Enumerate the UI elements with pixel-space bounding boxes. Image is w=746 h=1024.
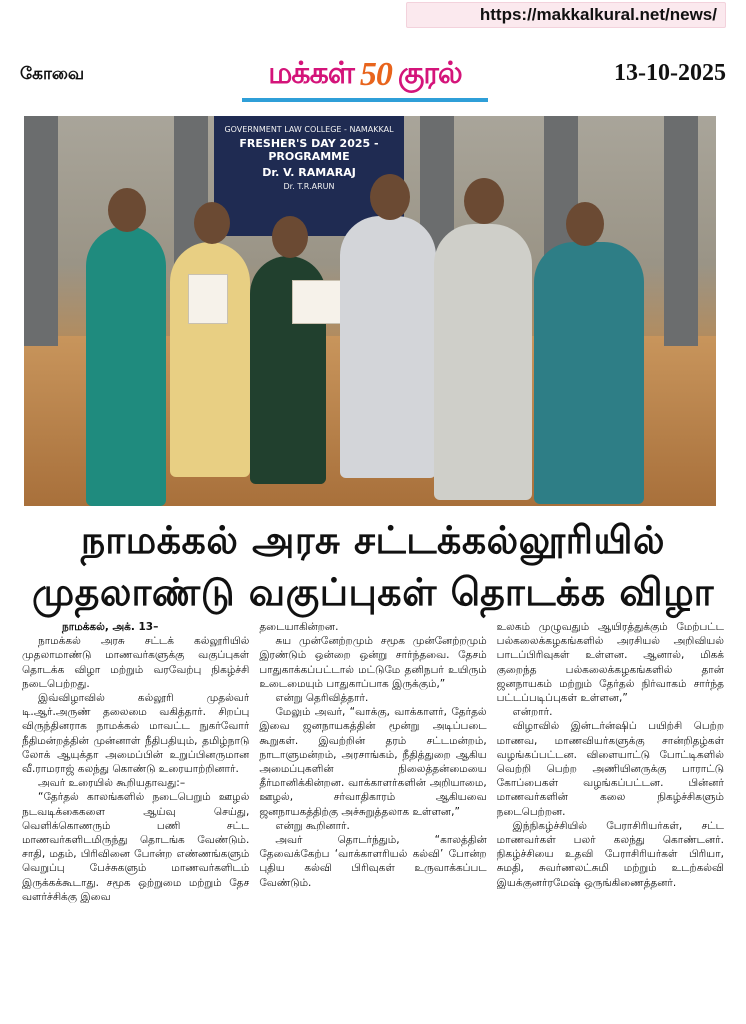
person-head xyxy=(370,174,410,220)
paragraph: “தேர்தல் காலங்களில் நடைபெறும் ஊழல் நடவடிக்கைகளை ஆய்வு செய்து, வெளிக்கொணரும் பணி சட்ட மாணவர்களிடமிருந்து தொடங்க வேண்டும். சாதி, மதம், பிரிவினை போன்ற எண்ணங்களும் வெறுப்பு பேச்சுகளும் மாணவர்களிடம் இருக்கக்கூடாது. சமூக ஒற்றுமை மற்றும் தேச வளர்ச்சிக்கு இவை xyxy=(22,791,250,903)
paragraph: இவ்விழாவில் கல்லூரி முதல்வர் டி.ஆர்.அருண் தலைமை வகித்தார். சிறப்பு விருந்தினராக நாமக்கல் மாவட்ட நுகர்வோர் நீதிமன்றத்தின் முன்னாள் நீதிபதியும், தமிழ்நாடு லோக் ஆயுக்தா அமைப்பின் உறுப்பினருமான வீ.ராமராஜ் கலந்து கொண்டு உரையாற்றினார். xyxy=(22,692,250,776)
certificate xyxy=(188,274,228,324)
article-body xyxy=(22,620,724,1015)
person-silhouette xyxy=(434,224,532,500)
headline-line: முதலாண்டு வகுப்புகள் தொடக்க விழா xyxy=(31,570,715,614)
source-url[interactable]: https://makkalkural.net/news/ xyxy=(406,2,726,28)
logo-fifty: 50 xyxy=(359,56,392,93)
article-column-1 xyxy=(22,620,249,1015)
screen-line: GOVERNMENT LAW COLLEGE - NAMAKKAL xyxy=(224,125,394,134)
paragraph: அவர் தொடர்ந்தும், “காலத்தின் தேவைக்கேற்ப ‘வாக்காளரியல் கல்வி’ போன்ற புதிய கல்வி பிரிவுகள் உருவாக்கப்பட வேண்டும். xyxy=(259,834,487,889)
paragraph: தடையாகின்றன. xyxy=(259,621,339,633)
dateline: நாமக்கல், அக். 13– xyxy=(62,621,159,633)
paragraph: மேலும் அவர், “வாக்கு, வாக்காளர், தேர்தல் இவை ஜனநாயகத்தின் மூன்று அடிப்படை கூறுகள். இவற்றின் தரம் சட்டமன்றம், நாடாளுமன்றம், அரசாங்கம், நீதித்துறை ஆகிய அமைப்புகளின் நிலைத்தன்மையை தீர்மானிக்கின்றன. வாக்காளர்களின் அறியாமை, ஊழல், சர்வாதிகாரம் ஆகியவை ஜனநாயகத்திற்கு அச்சுறுத்தலாக உள்ளன,” xyxy=(259,706,487,818)
person-head xyxy=(108,188,146,232)
paragraph: இந்நிகழ்ச்சியில் பேராசிரியர்கள், சட்ட மாணவர்கள் பலர் கலந்து கொண்டனர். நிகழ்ச்சியை உதவி பேராசிரியர்கள் பிரியா, சுமதி, சுவர்ணலட்சுமி மற்றும் உடற்கல்வி இயக்குனர்ரமேஷ் ஒருங்கிணைத்தனர். xyxy=(496,819,724,889)
edition-city: கோவை xyxy=(20,64,85,84)
logo-text-right: குரல் xyxy=(397,55,462,91)
person-silhouette xyxy=(86,226,166,506)
paragraph: நாமக்கல் அரசு சட்டக் கல்லூரியில் முதலாமாண்டு மாணவர்களுக்கு வகுப்புகள் தொடக்க விழா மற்றும் வரவேற்பு நிகழ்ச்சி நடைபெற்றது. xyxy=(22,635,250,690)
masthead-row xyxy=(20,46,726,106)
article-headline xyxy=(20,514,726,618)
person-silhouette xyxy=(534,242,644,504)
headline-line: நாமக்கல் அரசு சட்டக்கல்லூரியில் xyxy=(80,518,666,562)
logo-text-left: மக்கள் xyxy=(268,55,354,91)
article-column-3 xyxy=(497,620,724,1015)
paragraph: விழாவில் இன்டர்ன்ஷிப் பயிற்சி பெற்ற மாணவ, மாணவியர்களுக்கு சான்றிதழ்கள் வழங்கப்பட்டன. விளையாட்டு போட்டிகளில் வெற்றி பெற்ற அணியினருக்கு பாராட்டு கோப்பைகள் வழங்கப்பட்டன. பின்னர் மாணவர்களின் கலை நிகழ்ச்சிகளும் நடைபெற்றன. xyxy=(496,720,724,818)
person-silhouette xyxy=(340,216,436,478)
paragraph: என்றார். xyxy=(512,706,553,719)
paragraph: என்று கூறினார். xyxy=(275,819,350,832)
paragraph: என்று தெரிவித்தார். xyxy=(275,692,369,705)
photo-pillar xyxy=(664,116,698,346)
person-head xyxy=(194,202,230,244)
newspaper-logo xyxy=(230,50,500,100)
screen-line: FRESHER'S DAY 2025 - PROGRAMME xyxy=(239,137,379,163)
person-head xyxy=(566,202,604,246)
screen-line: Dr. T.R.ARUN xyxy=(283,182,335,191)
photo-pillar xyxy=(24,116,58,346)
person-head xyxy=(464,178,504,224)
paragraph: சுய முன்னேற்றமும் சமூக முன்னேற்றமும் இரண்டும் ஒன்றை ஒன்று சார்ந்தவை. தேசம் பாதுகாக்கப்பட்டால் மட்டுமே தனிநபர் உயிரும் உடைமையும் பாதுகாப்பாக இருக்கும்,” xyxy=(259,635,487,690)
screen-line: Dr. V. RAMARAJ xyxy=(262,166,356,179)
article-column-2 xyxy=(259,620,486,1015)
edition-date: 13-10-2025 xyxy=(614,60,726,86)
paragraph: உலகம் முழுவதும் ஆயிரத்துக்கும் மேற்பட்ட பல்கலைக்கழகங்களில் அரசியல் அறிவியல் பாடப்பிரிவுகள் உள்ளன. ஆனால், மிகக் குறைந்த பல்கலைக்கழகங்களில் தான் ஜனநாயகம் மற்றும் தேர்தல் நிர்வாகம் சார்ந்த பட்டப்படிப்புகள் உள்ளன,” xyxy=(496,621,724,705)
logo-underline xyxy=(242,98,488,102)
event-photo xyxy=(24,116,716,506)
person-head xyxy=(272,216,308,258)
paragraph: அவர் உரையில் கூறியதாவது:– xyxy=(38,777,186,790)
